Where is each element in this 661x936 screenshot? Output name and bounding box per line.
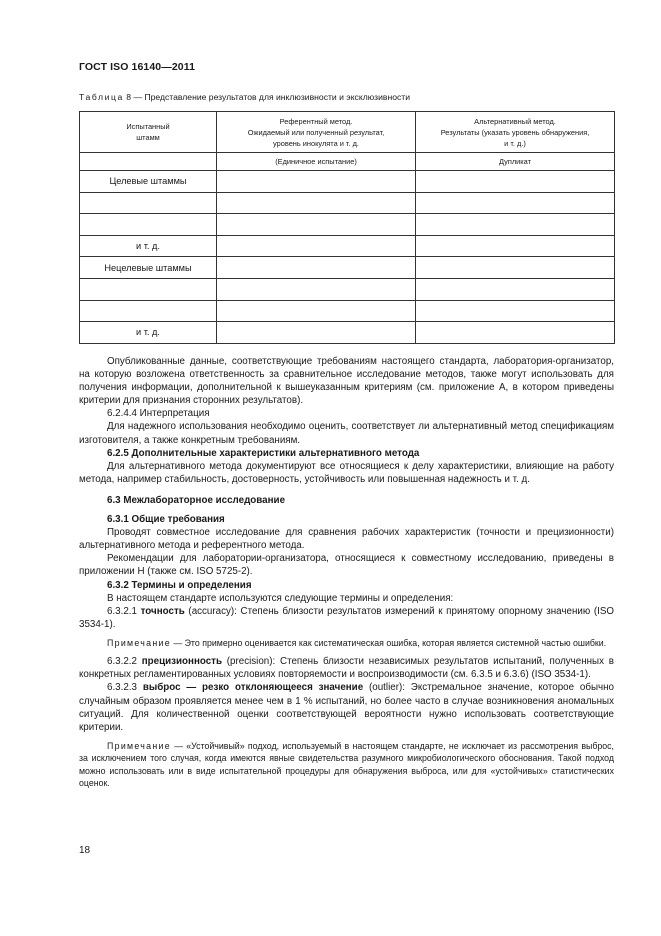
row-label (80, 278, 217, 300)
header-alt-line3: и т. д.) (504, 138, 526, 148)
table-subheader-row (80, 153, 615, 171)
table-cell (217, 278, 416, 300)
paragraph-collaborative-study: Проводят совместное исследование для сравнения рабочих характеристик (точности и прецизионности) альтернативного метода и референтного метода. (79, 527, 614, 552)
term-name: точность (140, 605, 185, 617)
document-header: ГОСТ ISO 16140—2011 (79, 61, 196, 73)
table-cell (217, 300, 416, 322)
table-row (80, 214, 615, 236)
table-cell (217, 192, 416, 214)
results-table (79, 111, 615, 344)
table-caption-text: 8 — Представление результатов для инклюзивности и эксклюзивности (123, 92, 411, 102)
table-row (80, 171, 615, 193)
note-label: Примечание (107, 740, 171, 751)
term-definition: (outlier): Экстремальное значение, которое обычно случайным образом проявляется менее чем в 1 % испытаний, но более часто в случае возникновения аномальных ситуаций. Для количественной оценки соответствующей вероятности нужно использовать соответствующие критерии. (79, 682, 614, 733)
header-ref-line1: Референтный метод. (279, 116, 353, 126)
row-label (80, 214, 217, 236)
table-cell (416, 192, 615, 214)
table-cell (217, 214, 416, 236)
table-cell (416, 300, 615, 322)
table-header-row (80, 112, 615, 153)
subheader-duplicate: Дупликат (416, 153, 615, 171)
term-name: прецизионность (141, 656, 222, 668)
header-strain-line2: штамм (136, 133, 160, 142)
table-row (80, 192, 615, 214)
header-alt-line1: Альтернативный метод. (474, 116, 556, 126)
header-strain-line1: Испытанный (126, 122, 170, 131)
paragraph-reliable-use: Для надежного использования необходимо оценить, соответствует ли альтернативный метод спецификациям изготовителя, а также конкретным требованиям. (79, 421, 614, 446)
heading-6-3: 6.3 Межлабораторное исследование (107, 494, 286, 506)
header-reference-method (217, 112, 416, 153)
term-number: 6.3.2.3 (107, 682, 143, 694)
row-label (80, 192, 217, 214)
header-alternative-method (416, 112, 615, 153)
table-cell (217, 235, 416, 257)
note-accuracy (79, 637, 614, 649)
table-cell (217, 171, 416, 193)
heading-6-2-5: 6.2.5 Дополнительные характеристики альтернативного метода (107, 447, 420, 459)
subheader-single-test: (Единичное испытание) (217, 153, 416, 171)
term-definition: (accuracy): Степень близости результатов измерений к принятому опорному значению (ISO 3534-1). (79, 605, 614, 630)
table-row (80, 278, 615, 300)
note-outlier (79, 740, 614, 790)
table-cell (416, 171, 615, 193)
heading-6-3-2: 6.3.2 Термины и определения (107, 579, 252, 591)
table-cell (416, 322, 615, 344)
table-cell (416, 235, 615, 257)
heading-6-2-4-4: 6.2.4.4 Интерпретация (107, 408, 210, 420)
table-cell (416, 278, 615, 300)
heading-6-3-1: 6.3.1 Общие требования (107, 514, 225, 526)
header-ref-line2: Ожидаемый или полученный результат, (247, 127, 385, 137)
term-number: 6.3.2.2 (107, 656, 142, 668)
note-text: — «Устойчивый» подход, используемый в настоящем стандарте, не исключает из рассмотрения выброс, за исключением того случая, когда имеются явные свидетельства разумного микробиологического обоснования. Такой подход можно использовать или в виде испытательной процедуры для обнаружения выброса, или для «устойчивых» статистических оценок. (79, 740, 614, 789)
note-text: — Это примерно оценивается как систематическая ошибка, которая является системной частью ошибки. (170, 637, 607, 648)
header-alt-line2: Результаты (указать уровень обнаружения, (440, 127, 590, 137)
page-number: 18 (79, 845, 91, 856)
table-cell (217, 322, 416, 344)
table-cell (416, 257, 615, 279)
term-number: 6.3.2.1 (107, 605, 141, 617)
paragraph-recommendations: Рекомендации для лаборатории-организатора, относящиеся к совместному исследованию, приведены в приложении Н (также см. ISO 5725-2). (79, 553, 614, 578)
table-cell (217, 257, 416, 279)
row-label: и т. д. (80, 235, 217, 257)
table-cell (416, 214, 615, 236)
term-outlier (79, 681, 614, 733)
term-accuracy (79, 605, 614, 631)
table-row (80, 322, 615, 344)
table-row (80, 235, 615, 257)
subheader-empty (80, 153, 217, 171)
table-row (80, 257, 615, 279)
paragraph-characteristics: Для альтернативного метода документируют все относящиеся к делу характеристики, влияющие на работу метода, например стабильность, достоверность, устойчивость или повышенная надежность и т. д. (79, 460, 614, 485)
row-label: Целевые штаммы (80, 171, 217, 193)
paragraph-terms-intro: В настоящем стандарте используются следующие термины и определения: (107, 592, 454, 604)
term-definition: (precision): Степень близости независимых результатов испытаний, полученных в конкретных регламентированных условиях повторяемости и воспроизводимости (см. 6.3.5 и 6.3.6) (ISO 3534-1). (79, 656, 614, 681)
row-label: и т. д. (80, 322, 217, 344)
paragraph-published-data: Опубликованные данные, соответствующие требованиям настоящего стандарта, лаборатория-организатор, на которую возложена ответственность за сравнительное исследование методов, также могут использовать для получения информации, дополнительной к вышеуказанным критериям (см. приложение А, в котором приведены критерии для признания сторонних результатов). (79, 356, 614, 407)
term-name: выброс — резко отклоняющееся значение (142, 682, 364, 694)
note-label: Примечание (107, 637, 171, 648)
table-caption-word: Таблица (79, 92, 124, 102)
table-caption (79, 92, 410, 102)
header-strain (80, 112, 217, 153)
term-precision (79, 655, 614, 681)
row-label: Нецелевые штаммы (80, 257, 217, 279)
table-row (80, 300, 615, 322)
row-label (80, 300, 217, 322)
body-text (79, 355, 614, 789)
header-ref-line3: уровень инокулята и т. д. (273, 138, 359, 148)
